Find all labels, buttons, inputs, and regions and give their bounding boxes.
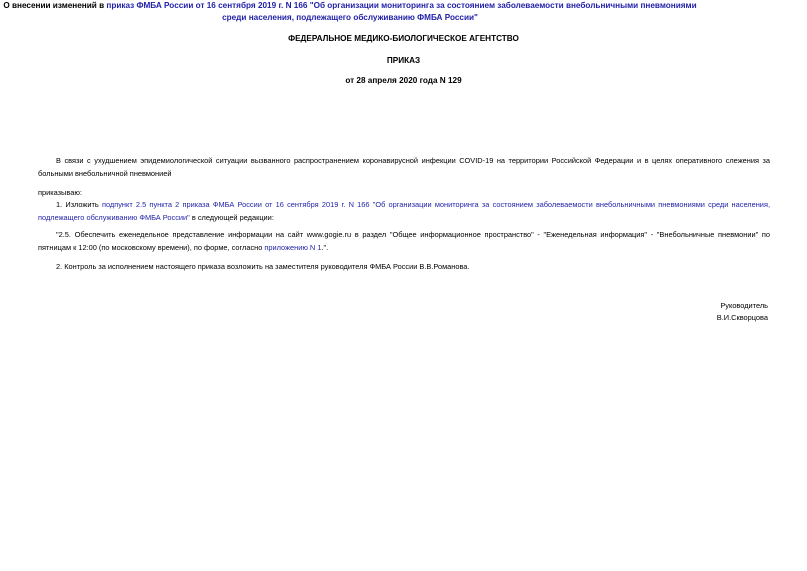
item-1-link[interactable]: подпункт 2.5 пункта 2 приказа ФМБА России от 16 сентября 2019 г. N 166 "Об организации мониторинга за состоянием заболеваемости внебольничными пневмониями среди населения, подлежащего обслуживанию ФМБА России"	[38, 200, 770, 222]
organization-name: ФЕДЕРАЛЬНОЕ МЕДИКО-БИОЛОГИЧЕСКОЕ АГЕНТСТВО	[288, 34, 519, 43]
signature-block	[568, 300, 768, 324]
quote-text: "2.5. Обеспечить еженедельное представление информации на сайт www.gogie.ru в раздел "Общее информационное пространство" - "Еженедельная информация" - "Внебольничные пневмонии" по пятницам к 12:00 (по московскому времени), по форме, согласно	[38, 230, 770, 252]
quoted-paragraph	[38, 228, 770, 254]
document-title	[0, 0, 700, 24]
order-word: приказываю:	[38, 188, 82, 197]
item-1-prefix: 1. Изложить	[56, 200, 102, 209]
document-date-number: от 28 апреля 2020 года N 129	[345, 76, 462, 85]
signature-position: Руководитель	[720, 301, 768, 310]
item-2-paragraph: 2. Контроль за исполнением настоящего приказа возложить на заместителя руководителя ФМБА России В.В.Романова.	[56, 262, 470, 271]
document-type: ПРИКАЗ	[386, 56, 421, 65]
quote-end: .".	[321, 243, 329, 252]
signature-name: В.И.Скворцова	[716, 313, 768, 322]
appendix-link[interactable]: приложению N 1	[264, 243, 322, 252]
title-order-link[interactable]: приказ ФМБА России от 16 сентября 2019 г. N 166 "Об организации мониторинга за состоянием заболеваемости внебольничными пневмониями среди населения, подлежащего обслуживанию ФМБА России"	[106, 1, 697, 22]
title-prefix: О внесении изменений в	[3, 1, 107, 10]
item-1-suffix: в следующей редакции:	[189, 213, 274, 222]
intro-paragraph: В связи с ухудшением эпидемиологической ситуации вызванного распространением коронавирусной инфекции COVID-19 на территории Российской Федерации и в целях оперативного слежения за больными внебольничной пневмонией	[38, 156, 770, 178]
item-1-paragraph	[38, 198, 770, 224]
